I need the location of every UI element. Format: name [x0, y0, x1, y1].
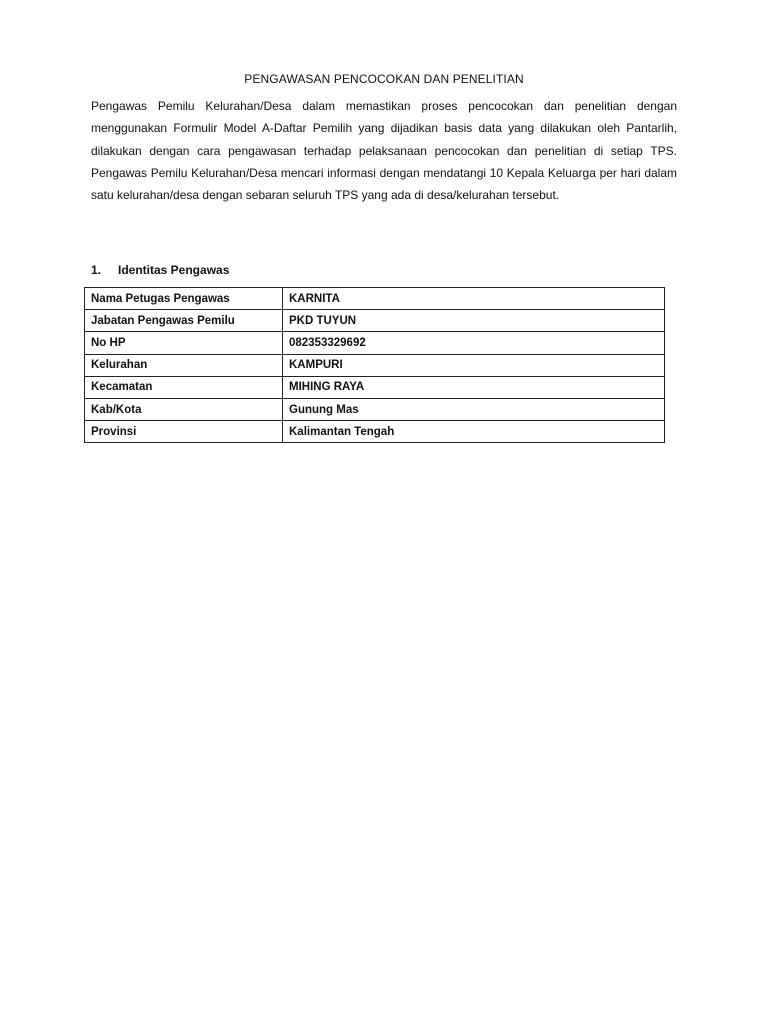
row-label: Kelurahan — [85, 354, 283, 376]
table-row — [85, 376, 665, 398]
table-row — [85, 421, 665, 443]
table-row — [85, 354, 665, 376]
table-row — [85, 310, 665, 332]
row-label: Kab/Kota — [85, 398, 283, 420]
document-title: PENGAWASAN PENCOCOKAN DAN PENELITIAN — [244, 72, 524, 86]
identity-table — [84, 287, 665, 443]
row-value: PKD TUYUN — [283, 310, 665, 332]
row-value: KAMPURI — [283, 354, 665, 376]
intro-paragraph: Pengawas Pemilu Kelurahan/Desa dalam memastikan proses pencocokan dan penelitian dengan menggunakan Formulir Model A-Daftar Pemilih yang dijadikan basis data yang dilakukan oleh Pantarlih, dilakukan dengan cara pengawasan terhadap pelaksanaan pencocokan dan penelitian di setiap TPS. Pengawas Pemilu Kelurahan/Desa mencari informasi dengan mendatangi 10 Kepala Keluarga per hari dalam satu kelurahan/desa dengan sebaran seluruh TPS yang ada di desa/kelurahan tersebut. — [91, 99, 677, 203]
row-label: Provinsi — [85, 421, 283, 443]
section-heading — [91, 263, 229, 277]
row-label: No HP — [85, 332, 283, 354]
row-value: Gunung Mas — [283, 398, 665, 420]
row-label: Jabatan Pengawas Pemilu — [85, 310, 283, 332]
row-label: Nama Petugas Pengawas — [85, 288, 283, 310]
table-row — [85, 332, 665, 354]
row-value: MIHING RAYA — [283, 376, 665, 398]
section-number: 1. — [91, 263, 102, 277]
table-row — [85, 398, 665, 420]
row-value: Kalimantan Tengah — [283, 421, 665, 443]
section-title: Identitas Pengawas — [118, 263, 230, 277]
row-value: KARNITA — [283, 288, 665, 310]
row-label: Kecamatan — [85, 376, 283, 398]
table-row — [85, 288, 665, 310]
row-value: 082353329692 — [283, 332, 665, 354]
